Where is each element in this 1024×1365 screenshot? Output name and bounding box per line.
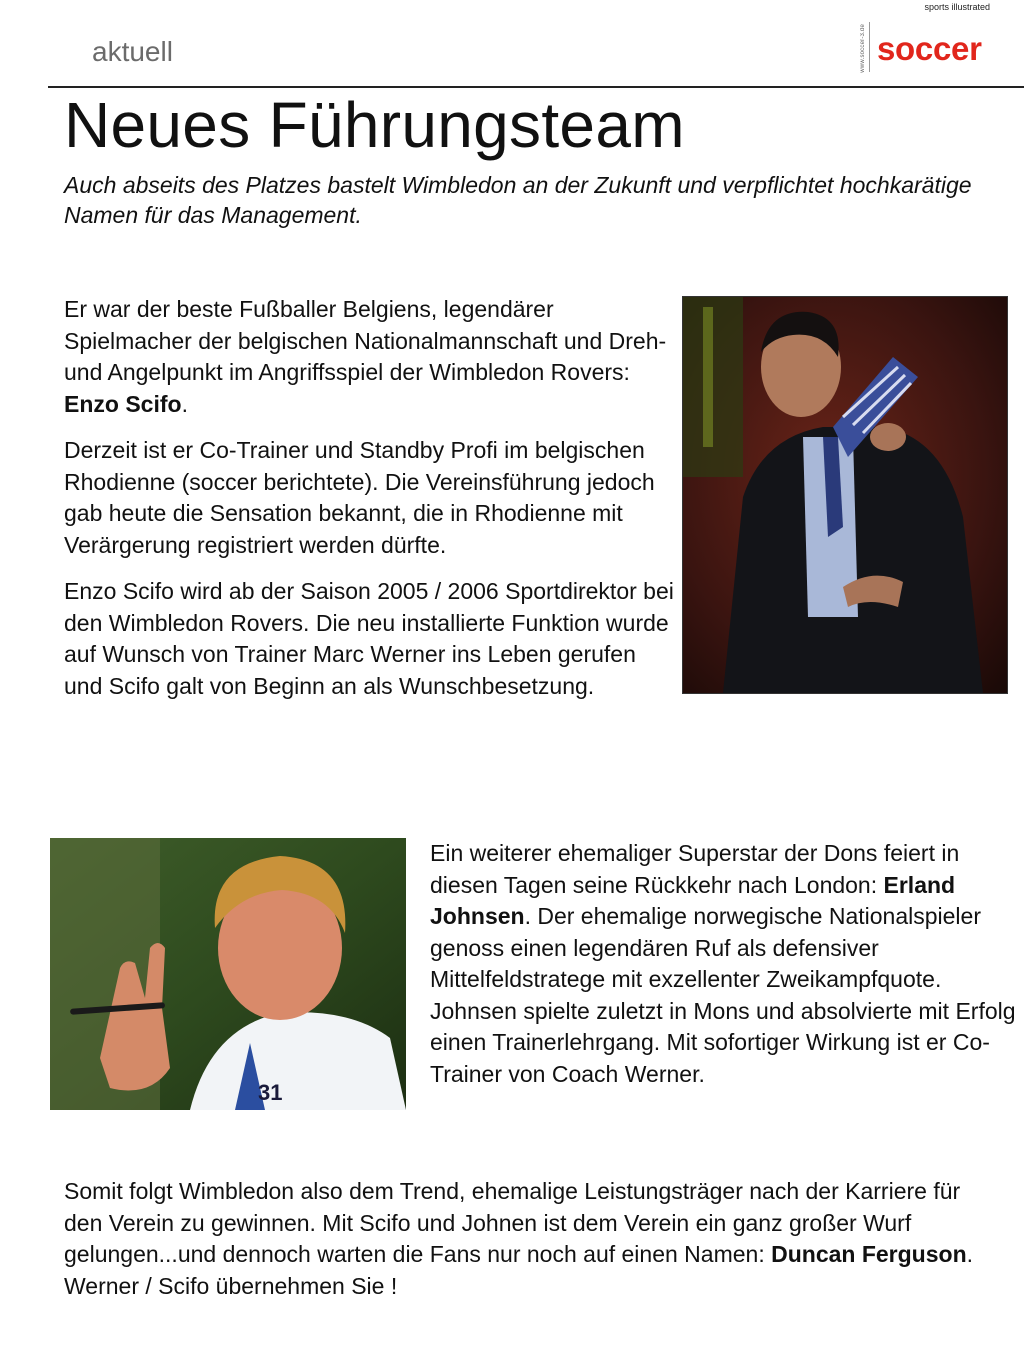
paragraph-5 [64, 1176, 1004, 1302]
headline: Neues Führungsteam [64, 89, 685, 161]
jersey-number: 31 [258, 1080, 283, 1105]
paragraph-5-rest: . Werner / Scifo übernehmen Sie ! [64, 1241, 974, 1299]
article-column-1 [64, 294, 674, 717]
paragraph-4 [430, 838, 1020, 1090]
name-erland-johnsen: Erland Johnsen [430, 871, 956, 929]
tagline: sports illustrated [924, 2, 990, 12]
section-label: aktuell [92, 36, 173, 67]
article-column-3 [64, 1176, 1004, 1317]
brand-url: www.soccer-3.de [860, 24, 866, 73]
lead-paragraph: Auch abseits des Platzes bastelt Wimbledon an der Zukunft und verpflichtet hochkarätige Namen für das Management. [64, 172, 972, 228]
name-enzo-scifo: Enzo Scifo [64, 390, 182, 417]
name-duncan-ferguson: Duncan Ferguson [771, 1241, 967, 1267]
paragraph-1 [64, 294, 674, 420]
paragraph-2: Derzeit ist er Co-Trainer und Standby Profi im belgischen Rhodienne (soccer berichtete). Die Vereinsführung jedoch gab heute die Sensation bekannt, die in Rhodienne mit Verärgerung registriert werden dürfte. [64, 437, 655, 558]
paragraph-3: Enzo Scifo wird ab der Saison 2005 / 2006 Sportdirektor bei den Wimbledon Rovers. Die neu installierte Funktion wurde auf Wunsch von Trainer Marc Werner ins Leben gerufen und Scifo galt von Beginn an als Wunschbesetzung. [64, 578, 674, 699]
paragraph-5-text: Somit folgt Wimbledon also dem Trend, ehemalige Leistungsträger nach der Karriere für den Verein zu gewinnen. Mit Scifo und Johnen ist dem Verein ein ganz großer Wurf gelungen...und dennoch warten die Fans nur noch auf einen Namen: [64, 1178, 961, 1267]
paragraph-4-text: Ein weiterer ehemaliger Superstar der Dons feiert in diesen Tagen seine Rückkehr nach London: [430, 840, 960, 898]
brand-divider [869, 22, 870, 72]
brand-name: soccer [877, 30, 982, 67]
photo-erland-johnsen [50, 838, 406, 1110]
article-column-2 [430, 838, 1020, 1105]
paragraph-4-rest: . Der ehemalige norwegische Nationalspieler genoss einen legendären Ruf als defensiver Mittelfeldstratege mit exzellenter Zweikampfquote. Johnsen spielte zuletzt in Mons und absolvierte mit Erfolg einen Trainerlehrgang. Mit sofortiger Wirkung ist er Co-Trainer von Coach Werner. [430, 903, 1016, 1087]
paragraph-1-end: . [181, 390, 188, 417]
paragraph-1-text: Er war der beste Fußballer Belgiens, legendärer Spielmacher der belgischen Nationalmannschaft und Dreh- und Angelpunkt im Angriffsspiel der Wimbledon Rovers: [64, 296, 667, 385]
photo-enzo-scifo [682, 296, 1008, 694]
